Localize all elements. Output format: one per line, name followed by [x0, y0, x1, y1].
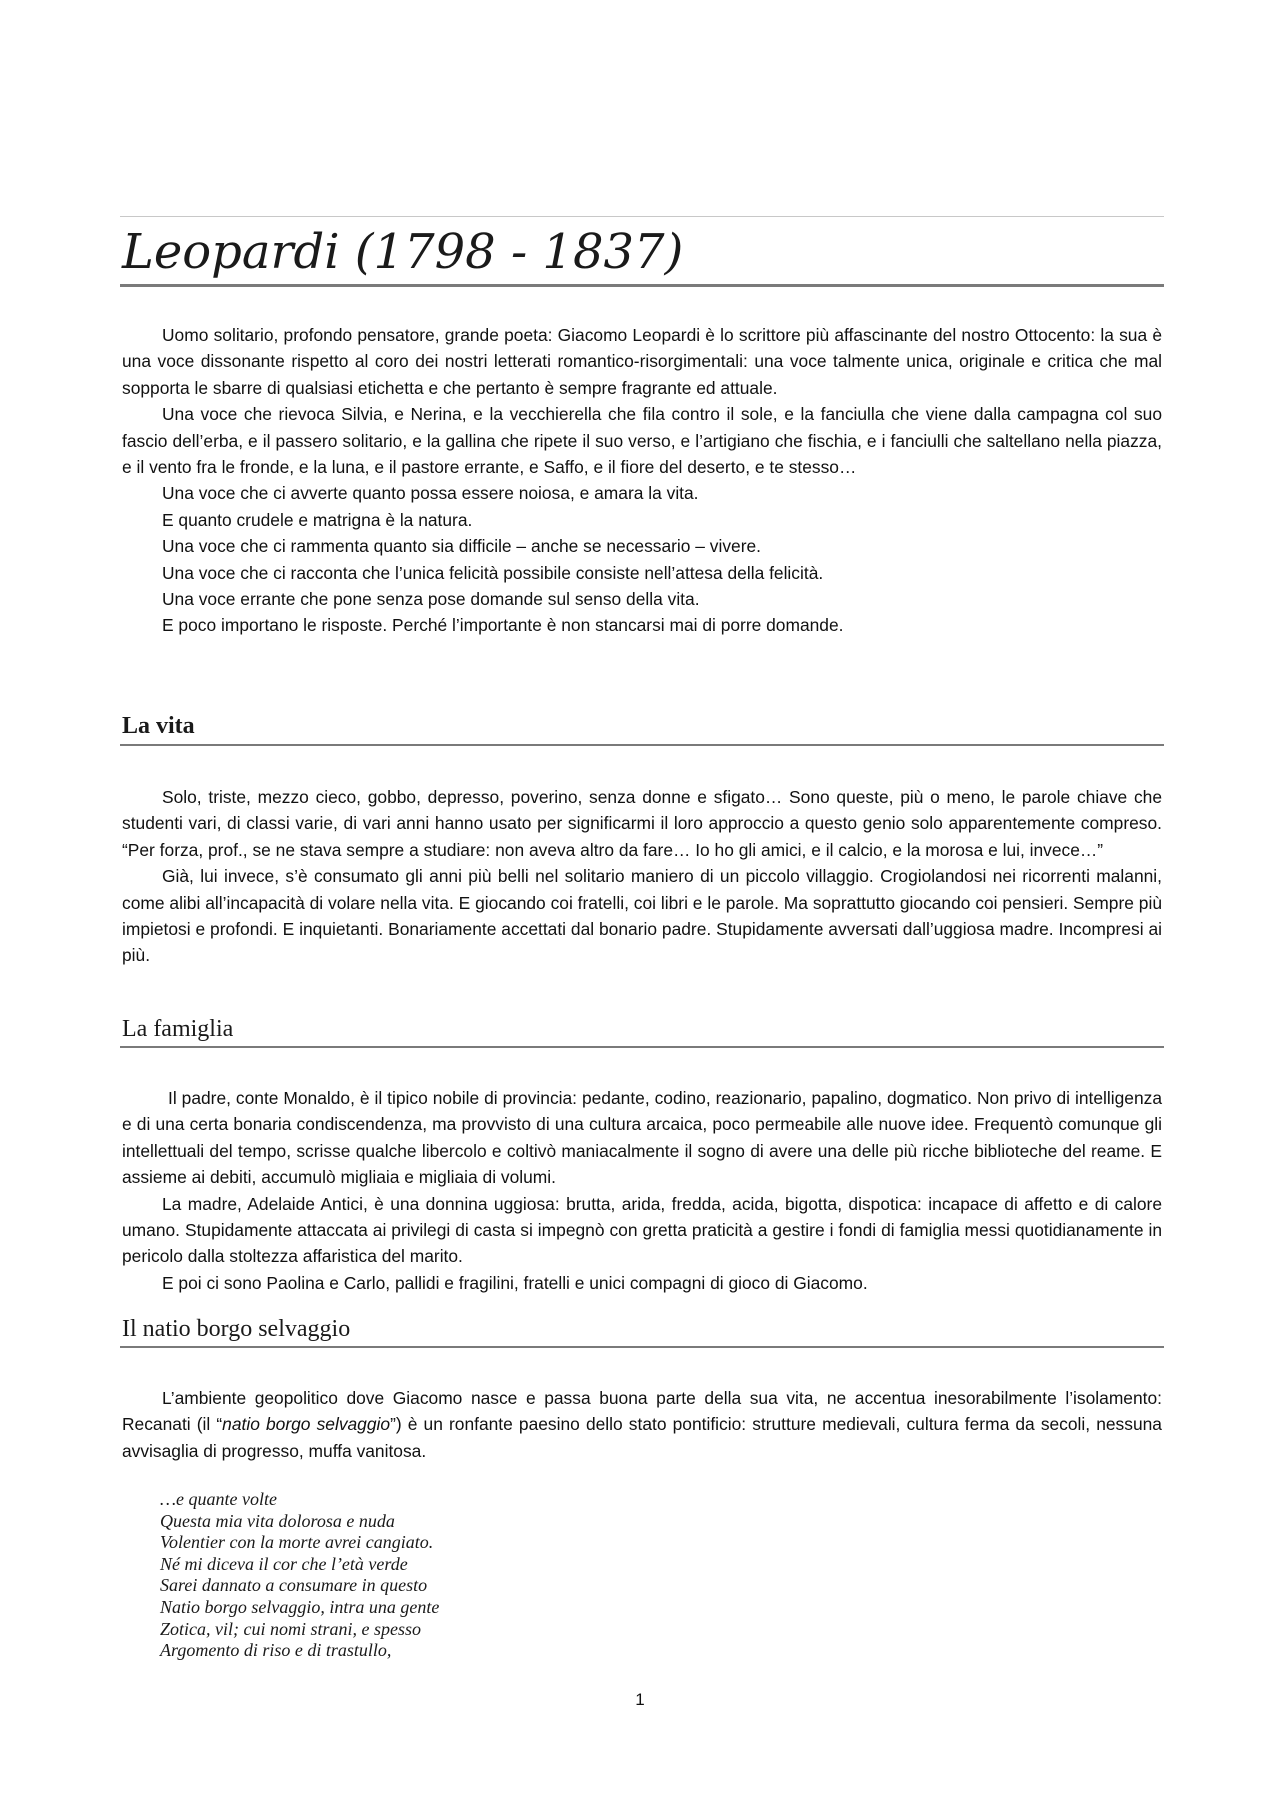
section-divider — [120, 1046, 1164, 1048]
intro-line: E poco importano le risposte. Perché l’importante è non stancarsi mai di porre domande. — [162, 615, 844, 636]
vita-paragraph: Solo, triste, mezzo cieco, gobbo, depresso, poverino, senza donne e sfigato… Sono queste, più o meno, le parole chiave che studenti vari, di classi varie, di vari anni hanno usato per significarmi il loro approccio a questo genio solo apparentemente compreso. “Per forza, prof., se ne stava sempre a studiare: non aveva altro da fare… Io ho gli amici, e il calcio, e la morosa e lui, invece…” — [122, 787, 1162, 860]
intro-paragraph: Una voce che rievoca Silvia, e Nerina, e la vecchierella che fila contro il sole, e la fanciulla che viene dalla campagna col suo fascio dell’erba, e il passero solitario, e la gallina che ripete il suo verso, e l’artigiano che fischia, e i fanciulli che saltellano nella piazza, e il vento fra le fronde, e la luna, e il pastore errante, e Saffo, e il fiore del deserto, e te stesso… — [122, 404, 1162, 478]
poem-line: Volentier con la morte avrei cangiato. — [160, 1532, 434, 1553]
famiglia-paragraph: La madre, Adelaide Antici, è una donnina uggiosa: brutta, arida, fredda, acida, bigotta, dispotica: incapace di affetto e di calore umano. Stupidamente attaccata ai privilegi di casta si impegnò con gretta praticità a gestire i fondi di famiglia messi quotidianamente in pericolo dalla stoltezza affaristica del marito. — [122, 1193, 1162, 1267]
borgo-text: ”) è un ronfante paesino dello stato pontificio: strutture medievali, cultura ferma da secoli, nessuna avvisaglia di progresso, muffa vanitosa. — [122, 1414, 1162, 1461]
intro-paragraph: Uomo solitario, profondo pensatore, grande poeta: Giacomo Leopardi è lo scrittore più affascinante del nostro Ottocento: la sua è una voce dissonante rispetto al coro dei nostri letterati romantico-risorgimentali: una voce talmente unica, originale e critica che mal sopporta le sbarre di qualsiasi etichetta e che pertanto è sempre fragrante ed attuale. — [122, 325, 1162, 398]
vita-paragraph: Già, lui invece, s’è consumato gli anni più belli nel solitario maniero di un piccolo villaggio. Crogiolandosi nei ricorrenti malanni, come alibi all’incapacità di volare nella vita. E giocando coi fratelli, coi libri e le parole. Ma soprattutto giocando coi pensieri. Sempre più impietosi e profondi. E inquietanti. Bonariamente accettati dal bonario padre. Stupidamente avversati dall’uggiosa madre. Incompresi ai più. — [122, 866, 1162, 966]
vita-section — [122, 784, 1162, 969]
top-divider — [120, 216, 1164, 217]
famiglia-paragraph: Il padre, conte Monaldo, è il tipico nobile di provincia: pedante, codino, reazionario, papalino, dogmatico. Non privo di intelligenza e di una certa bonaria condiscendenza, ma provvisto di una cultura arcaica, poco permeabile alle nuove idee. Frequentò comunque gli intellettuali del tempo, scrisse qualche libercolo e coltivò maniacalmente il sogno di avere una delle più ricche biblioteche del reame. E assieme ai debiti, accumulò migliaia e migliaia di volumi. — [122, 1088, 1162, 1188]
intro-line: Una voce che ci rammenta quanto sia difficile – anche se necessario – vivere. — [162, 536, 762, 557]
famiglia-section — [122, 1085, 1162, 1296]
section-divider — [120, 744, 1164, 746]
poem-line: …e quante volte — [160, 1489, 277, 1509]
borgo-section — [122, 1385, 1162, 1464]
intro-line: E quanto crudele e matrigna è la natura. — [162, 509, 473, 530]
title-underline — [120, 284, 1164, 287]
section-heading-famiglia: La famiglia — [122, 1016, 234, 1042]
section-divider — [120, 1346, 1164, 1348]
poem-line: Sarei dannato a consumare in questo — [160, 1575, 428, 1596]
poem-quote — [160, 1489, 439, 1662]
intro-line: Una voce che ci avverte quanto possa essere noiosa, e amara la vita. — [162, 483, 699, 504]
poem-line: Zotica, vil; cui nomi strani, e spesso — [160, 1618, 421, 1639]
intro-line: Una voce errante che pone senza pose domande sul senso della vita. — [162, 589, 700, 610]
section-heading-vita: La vita — [122, 713, 195, 739]
intro-line: Una voce che ci racconta che l’unica felicità possibile consiste nell’attesa della felicità. — [162, 562, 824, 583]
poem-line: Questa mia vita dolorosa e nuda — [160, 1510, 395, 1531]
page-title: Leopardi (1798 - 1837) — [122, 224, 684, 280]
intro-section — [122, 322, 1162, 639]
poem-line: Né mi diceva il cor che l’età verde — [160, 1553, 408, 1574]
borgo-text: L’ambiente geopolitico dove Giacomo nasce e passa buona parte della sua vita, ne accentua inesorabilmente l’isolamento: Recanati (il “ — [122, 1388, 1162, 1435]
borgo-paragraph — [122, 1385, 1162, 1464]
borgo-quote: natio borgo selvaggio — [222, 1414, 391, 1435]
famiglia-paragraph: E poi ci sono Paolina e Carlo, pallidi e fragilini, fratelli e unici compagni di gioco di Giacomo. — [162, 1272, 868, 1293]
section-heading-borgo: Il natio borgo selvaggio — [122, 1316, 351, 1342]
page-number: 1 — [635, 1690, 645, 1709]
poem-line: Argomento di riso e di trastullo, — [160, 1640, 392, 1661]
poem-line: Natio borgo selvaggio, intra una gente — [160, 1596, 440, 1617]
